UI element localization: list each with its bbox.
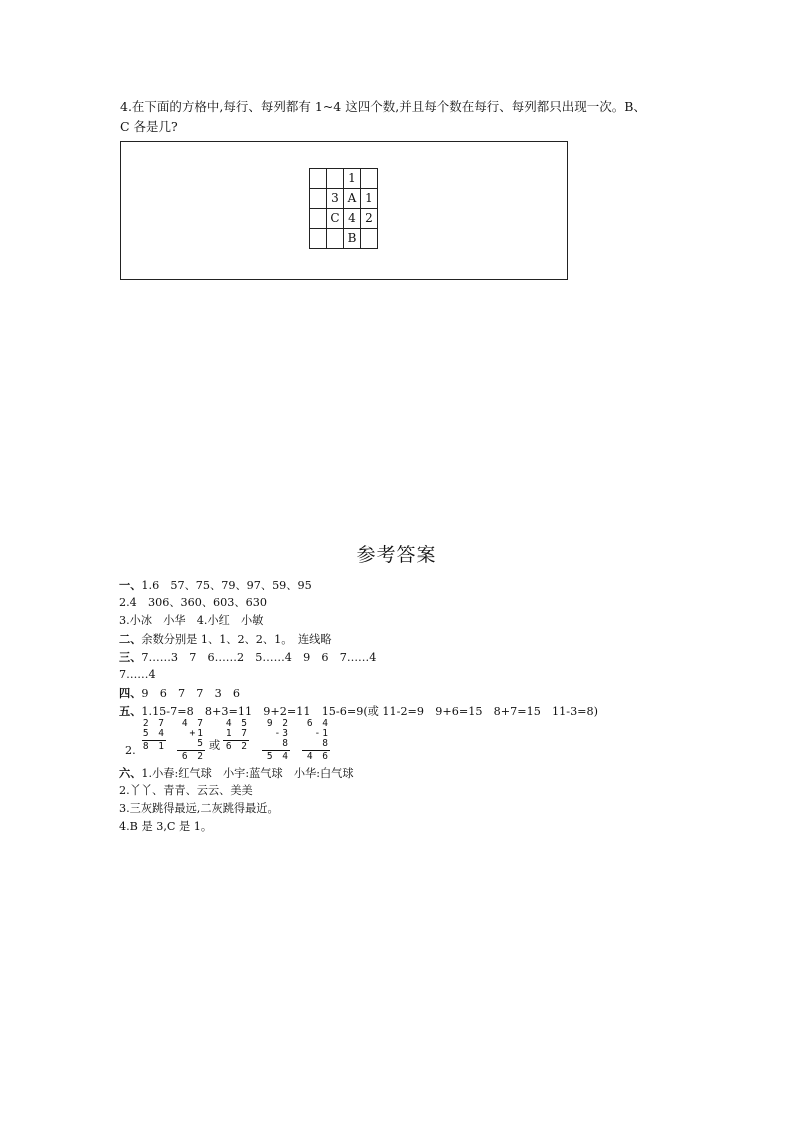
answer-label: 2. [125,744,136,757]
answer-line: 7……4 [119,668,156,681]
grid-cell [327,169,344,189]
answer-line: 2.4 306、360、603、630 [119,596,267,609]
calc-mid-value: 1 5 [197,728,205,749]
calc-top: 9 2 [266,718,290,729]
calc-mid [262,729,290,749]
calc-result: 8 1 [142,741,166,752]
grid-row [310,189,378,209]
calc-result: 6 2 [177,750,205,762]
calc-top: 4 7 [181,718,205,729]
calc-mid-value: 3 8 [282,728,290,749]
grid-row [310,209,378,229]
grid-cell: 4 [344,209,361,229]
vertical-calc [302,719,330,762]
section-tag: 二、 [119,632,142,646]
section-tag: 三、 [119,650,142,664]
calc-result: 5 4 [262,750,290,762]
minus-sign: - [314,728,323,739]
question-4-line1: 4.在下面的方格中,每行、每列都有 1~4 这四个数,并且每个数在每行、每列都只出现一次。B、 [120,99,646,114]
answer-line [119,650,376,665]
calc-mid: 5 4 [142,728,166,739]
grid-cell [310,209,327,229]
calc-mid [177,729,205,749]
answer-text: 1.小春:红气球 小宇:蓝气球 小华:白气球 [141,767,354,780]
calc-top: 2 7 [142,718,166,729]
grid-cell [310,229,327,249]
section-tag: 一、 [119,578,142,592]
minus-sign: - [274,728,283,739]
answer-line: 3.小冰 小华 4.小红 小敏 [119,614,264,627]
calc-mid [302,729,330,749]
answer-line [119,686,240,701]
vertical-calc [142,719,166,752]
vertical-calc [177,719,205,762]
vertical-calc [223,719,249,752]
answer-line: 4.B 是 3,C 是 1。 [119,820,213,833]
grid-cell: 3 [327,189,344,209]
grid-cell: B [344,229,361,249]
calc-top: 6 4 [306,718,330,729]
grid-cell: 1 [361,189,378,209]
answer-line [119,578,312,593]
answer-text: 9 6 7 7 3 6 [141,687,241,700]
section-tag: 四、 [119,686,142,700]
grid-cell: A [344,189,361,209]
calc-result: 6 2 [223,740,249,752]
answer-key-title: 参考答案 [356,544,437,566]
answer-line [119,632,332,647]
calc-top: 4 5 [225,718,249,729]
number-grid [309,168,378,249]
answer-line: 3.三灰跳得最远,二灰跳得最近。 [119,802,279,815]
calc-mid-value: 1 8 [322,728,330,749]
answer-text: 7……3 7 6……2 5……4 9 6 7……4 [141,651,377,664]
grid-cell [310,189,327,209]
calc-mid: 1 7 [225,728,249,739]
grid-row [310,229,378,249]
question-4 [120,97,690,137]
grid-cell [327,229,344,249]
grid-cell [310,169,327,189]
answer-line [119,704,598,719]
section-tag: 五、 [119,704,142,718]
answer-text: 1.6 57、75、79、97、59、95 [141,579,312,592]
answer-text: 余数分别是 1、1、2、2、1。 连线略 [141,633,332,646]
grid-cell: C [327,209,344,229]
calc-result: 4 6 [302,750,330,762]
grid-cell [361,229,378,249]
grid-cell: 2 [361,209,378,229]
section-tag: 六、 [119,766,142,780]
or-word: 或 [209,739,221,752]
grid-cell [361,169,378,189]
plus-sign: + [189,728,198,739]
question-4-line2: C 各是几? [120,119,178,134]
answer-line [119,766,354,781]
grid-row [310,169,378,189]
answer-text: 1.15-7=8 8+3=11 9+2=11 15-6=9(或 11-2=9 9+6=15 8+7=15 11-3=8) [141,705,599,718]
answer-line: 2.丫丫、青青、云云、美美 [119,784,253,797]
vertical-calc [262,719,290,762]
grid-cell: 1 [344,169,361,189]
